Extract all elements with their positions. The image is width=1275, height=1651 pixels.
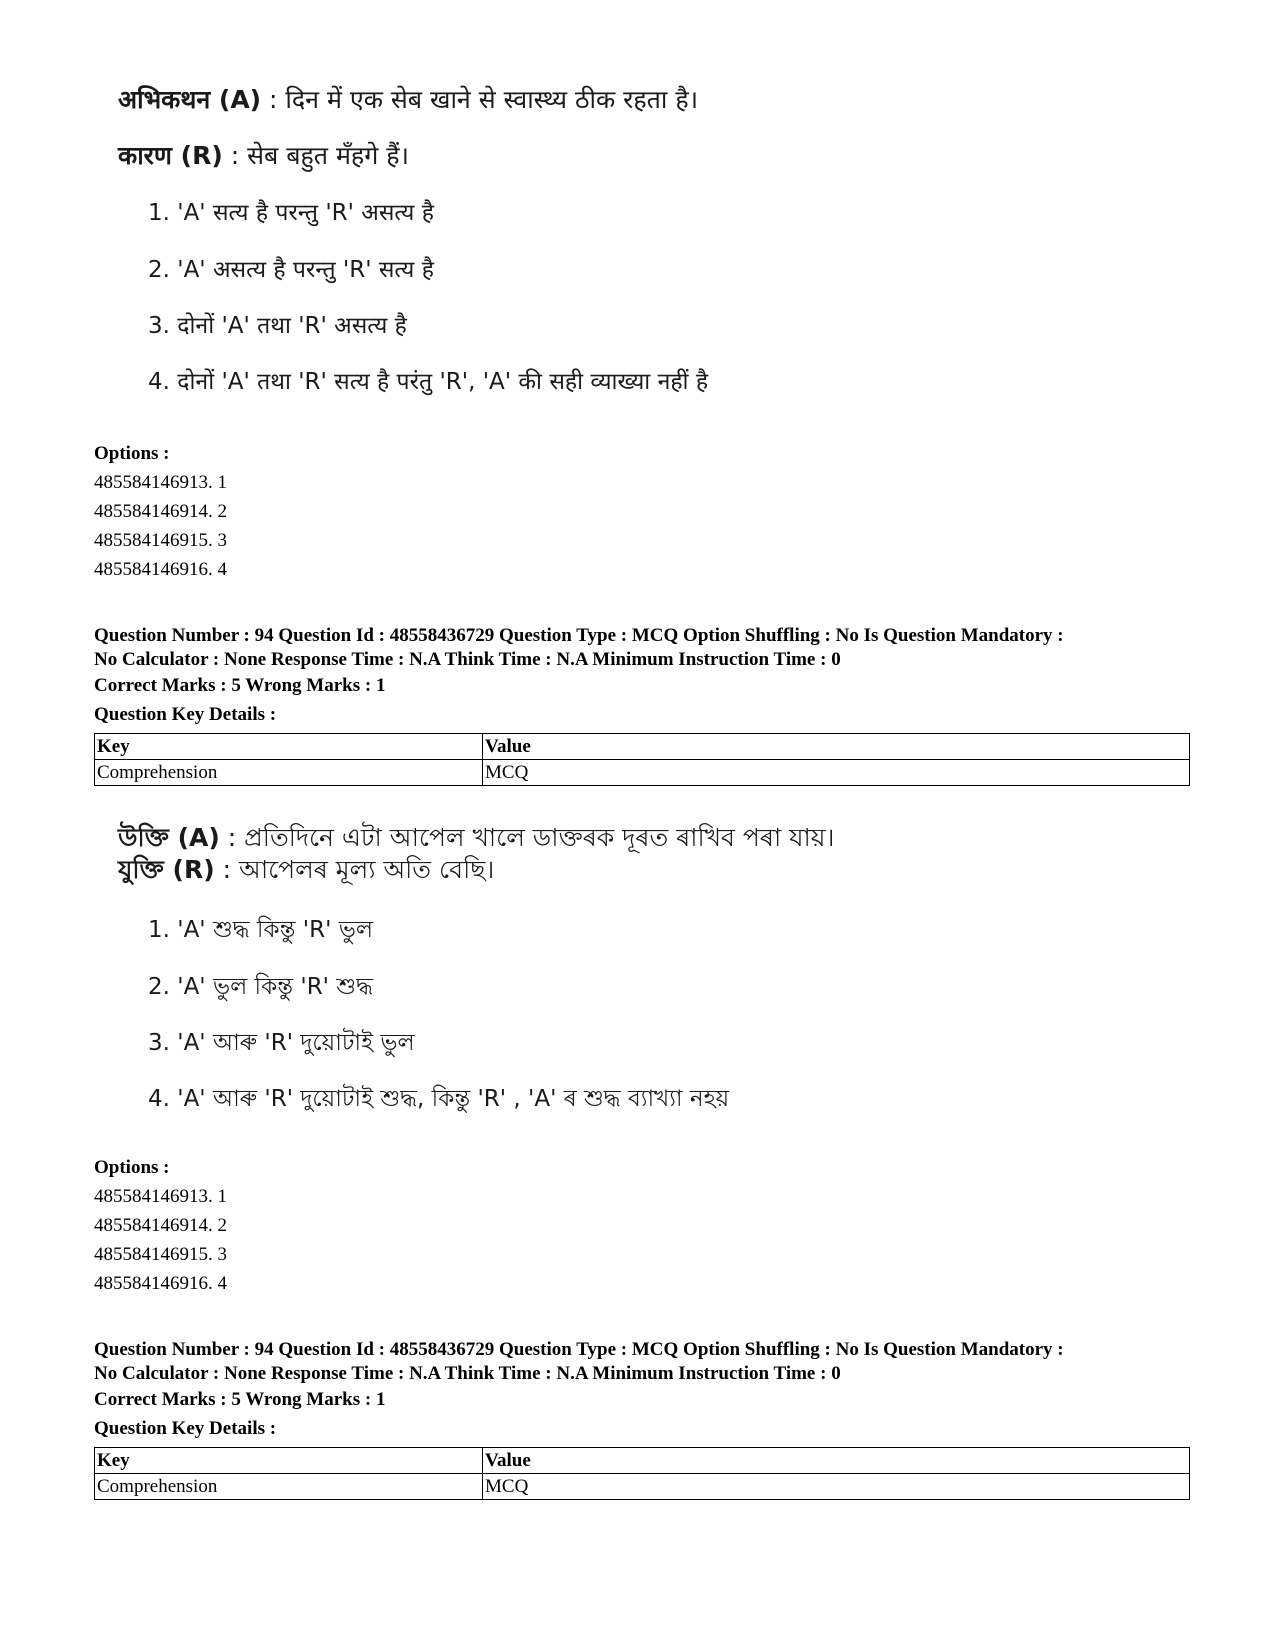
table-header-key: Key — [95, 1448, 483, 1474]
marks-line: Correct Marks : 5 Wrong Marks : 1 — [94, 1389, 386, 1410]
assamese-reason-label: যুক্তি (R) — [118, 855, 215, 884]
table-cell-value: MCQ — [483, 760, 1190, 786]
table-cell-key: Comprehension — [95, 760, 483, 786]
table-row — [95, 1474, 1190, 1500]
table-header-row — [95, 1448, 1190, 1474]
hindi-choice-3: 3. दोनों 'A' तथा 'R' असत्य है — [148, 313, 407, 339]
table-header-row — [95, 734, 1190, 760]
assamese-assertion-label: উক্তি (A) — [118, 823, 220, 852]
table-header-value: Value — [483, 1448, 1190, 1474]
key-details-heading: Question Key Details : — [94, 1418, 277, 1439]
marks-line: Correct Marks : 5 Wrong Marks : 1 — [94, 675, 386, 696]
option-item: 485584146916. 4 — [94, 559, 227, 580]
option-item: 485584146913. 1 — [94, 1186, 227, 1207]
assamese-reason — [118, 850, 494, 893]
question-meta-line1: Question Number : 94 Question Id : 48558436729 Question Type : MCQ Option Shuffling : No Is Question Mandatory : — [94, 1339, 1064, 1360]
assamese-assertion-text: : প্ৰতিদিনে এটা আপেল খালে ডাক্তৰক দূৰত ৰাখিব পৰা যায়। — [219, 823, 835, 852]
options-heading: Options : — [94, 443, 170, 464]
option-item: 485584146915. 3 — [94, 1244, 227, 1265]
table-row — [95, 760, 1190, 786]
hindi-choice-2: 2. 'A' असत्य है परन्तु 'R' सत्य है — [148, 257, 434, 283]
assamese-choice-2: 2. 'A' ভুল কিন্তু 'R' শুদ্ধ — [148, 974, 373, 1000]
table-header-key: Key — [95, 734, 483, 760]
hindi-reason-text: : सेब बहुत मँहगे हैं। — [222, 141, 409, 170]
question-meta-line2: No Calculator : None Response Time : N.A Think Time : N.A Minimum Instruction Time : 0 — [94, 1363, 841, 1384]
options-heading: Options : — [94, 1157, 170, 1178]
key-details-heading: Question Key Details : — [94, 704, 277, 725]
option-item: 485584146914. 2 — [94, 501, 227, 522]
key-details-table — [94, 733, 1190, 786]
assamese-choice-1: 1. 'A' শুদ্ধ কিন্তু 'R' ভুল — [148, 917, 373, 943]
table-cell-value: MCQ — [483, 1474, 1190, 1500]
hindi-assertion-text: : दिन में एक सेब खाने से स्वास्थ्य ठीक रहता है। — [261, 85, 699, 114]
hindi-reason — [118, 138, 409, 172]
hindi-assertion-label: अभिकथन (A) — [118, 85, 262, 114]
option-item: 485584146915. 3 — [94, 530, 227, 551]
option-item: 485584146916. 4 — [94, 1273, 227, 1294]
table-cell-key: Comprehension — [95, 1474, 483, 1500]
question-meta-line1: Question Number : 94 Question Id : 48558436729 Question Type : MCQ Option Shuffling : No Is Question Mandatory : — [94, 625, 1064, 646]
key-details-table — [94, 1447, 1190, 1500]
question-meta — [94, 1338, 1204, 1386]
hindi-choice-4: 4. दोनों 'A' तथा 'R' सत्य है परंतु 'R', 'A' की सही व्याख्या नहीं है — [148, 369, 709, 395]
question-meta-line2: No Calculator : None Response Time : N.A Think Time : N.A Minimum Instruction Time : 0 — [94, 649, 841, 670]
hindi-choice-1: 1. 'A' सत्य है परन्तु 'R' असत्य है — [148, 200, 434, 226]
option-item: 485584146913. 1 — [94, 472, 227, 493]
hindi-assertion — [118, 82, 698, 116]
assamese-choice-4: 4. 'A' আৰু 'R' দুয়োটাই শুদ্ধ, কিন্তু 'R' , 'A' ৰ শুদ্ধ ব্যাখ্যা নহয় — [148, 1086, 730, 1112]
assamese-choice-3: 3. 'A' আৰু 'R' দুয়োটাই ভুল — [148, 1030, 415, 1056]
option-item: 485584146914. 2 — [94, 1215, 227, 1236]
assamese-reason-text: : আপেলৰ মূল্য অতি বেছি। — [214, 855, 495, 884]
question-meta — [94, 624, 1204, 672]
hindi-reason-label: कारण (R) — [118, 141, 223, 170]
table-header-value: Value — [483, 734, 1190, 760]
